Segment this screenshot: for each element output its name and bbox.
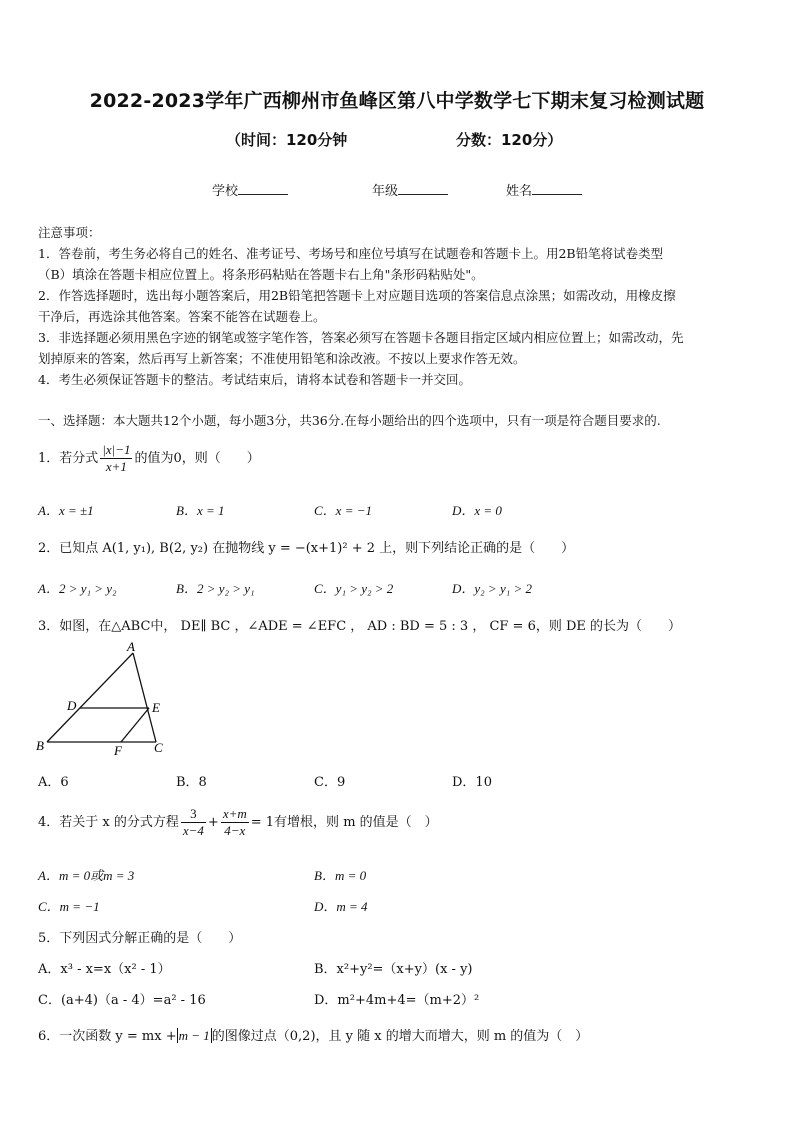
label-d: D [67,698,77,713]
option-a: A．x = ±1 [38,503,94,518]
option-c: C．x = −1 [314,503,372,518]
option-d: D．m = 4 [314,899,368,914]
question-1: 1．若分式 $\frac{|x|-1}{x+1}$ 的值为0，则（ ） [38,442,260,474]
option-a: A．2 > y₁ > y₂ [38,581,117,596]
option-c: C．9 [314,775,346,790]
exam-title: 2022-2023学年广西柳州市鱼峰区第八中学数学七下期末复习检测试题 [89,90,705,112]
side-ab [47,653,133,742]
question-4: 4．若关于 x 的分式方程 $\frac{3}{x-4}$ + $\frac{x+m}{4-x}$ = 1有增根，则 m 的值是（ ） [38,806,438,838]
question-5: 5．下列因式分解正确的是（ ） [38,931,242,946]
option-c: C．y₁ > y₂ > 2 [314,581,394,596]
school-field: 学校 [212,180,288,199]
notice-line: 2．作答选择题时，选出每小题答案后，用2B铅笔把答题卡上对应题目选项的答案信息点涂黑；如需改动，用橡皮擦 [38,288,676,303]
question-2: 2．已知点 A(1, y₁), B(2, y₂) 在抛物线 y = −(x+1)² + 2 上，则下列结论正确的是（ ） [38,541,575,556]
notice-line: （B）填涂在答题卡相应位置上。将条形码粘贴在答题卡右上角"条形码粘贴处"。 [38,267,484,282]
exam-time: （时间：120分钟 [226,131,348,149]
option-b: B．x = 1 [176,503,225,518]
option-b: B．x²+y²=（x+y）(x - y) [314,962,473,977]
fraction: $\frac{|x|-1}{x+1}$ [102,442,131,474]
option-c: C．m = −1 [38,899,100,914]
question-3: 3．如图，在△ABC中， DE∥ BC ，∠ADE = ∠EFC ， AD : BD = 5 : 3 ， CF = 6，则 DE 的长为（ ） [38,619,682,634]
option-c: C．(a+4)（a - 4）=a² - 16 [38,993,206,1008]
option-b: B．2 > y₂ > y₁ [176,581,255,596]
label-a: A [127,639,135,654]
notice-line: 4．考生必须保证答题卡的整洁。考试结束后，请将本试卷和答题卡一并交回。 [38,372,471,387]
option-a: A．x³ - x=x（x² - 1） [38,962,171,977]
option-d: D．10 [452,775,492,790]
triangle-figure [30,638,180,762]
segment-ef [121,708,149,742]
option-d: D．m²+4m+4=（m+2）² [314,993,480,1008]
notice-line: 3．非选择题必须用黑色字迹的钢笔或签字笔作答，答案必须写在答题卡各题目指定区域内相应位置上；如需改动，先 [38,330,684,345]
notice-line: 划掉原来的答案，然后再写上新答案；不准使用铅笔和涂改液。不按以上要求作答无效。 [38,351,526,366]
notice-line: 1．答卷前，考生务必将自己的姓名、准考证号、考场号和座位号填写在试题卷和答题卡上。用2B铅笔将试卷类型 [38,246,664,261]
option-b: B．m = 0 [314,868,367,883]
notice-heading: 注意事项： [38,225,101,240]
exam-score: 分数：120分） [456,131,563,149]
label-b: B [36,738,44,753]
option-b: B．8 [176,775,207,790]
fraction: $\frac{3}{x-4}$ [182,806,204,838]
label-f: F [114,743,122,758]
absolute-value: m − 1 [178,1028,210,1043]
side-ac [133,653,156,742]
label-c: C [154,740,163,755]
fraction: $\frac{x+m}{4-x}$ [222,806,247,838]
option-a: A．6 [38,775,69,790]
grade-field: 年级 [372,180,448,199]
question-6: 6．一次函数 y = mx + m − 1 的图像过点（0,2)，且 y 随 x 的增大而增大，则 m 的值为（ ） [38,1028,589,1044]
label-e: E [152,700,160,715]
option-d: D．y₂ > y₁ > 2 [452,581,533,596]
option-d: D．x = 0 [452,503,502,518]
section-heading: 一、选择题：本大题共12个小题，每小题3分，共36分.在每小题给出的四个选项中，只有一项是符合题目要求的. [38,413,661,428]
notice-line: 干净后，再选涂其他答案。答案不能答在试题卷上。 [38,309,326,324]
option-a: A．m = 0或m = 3 [38,868,135,883]
name-field: 姓名 [506,180,582,199]
